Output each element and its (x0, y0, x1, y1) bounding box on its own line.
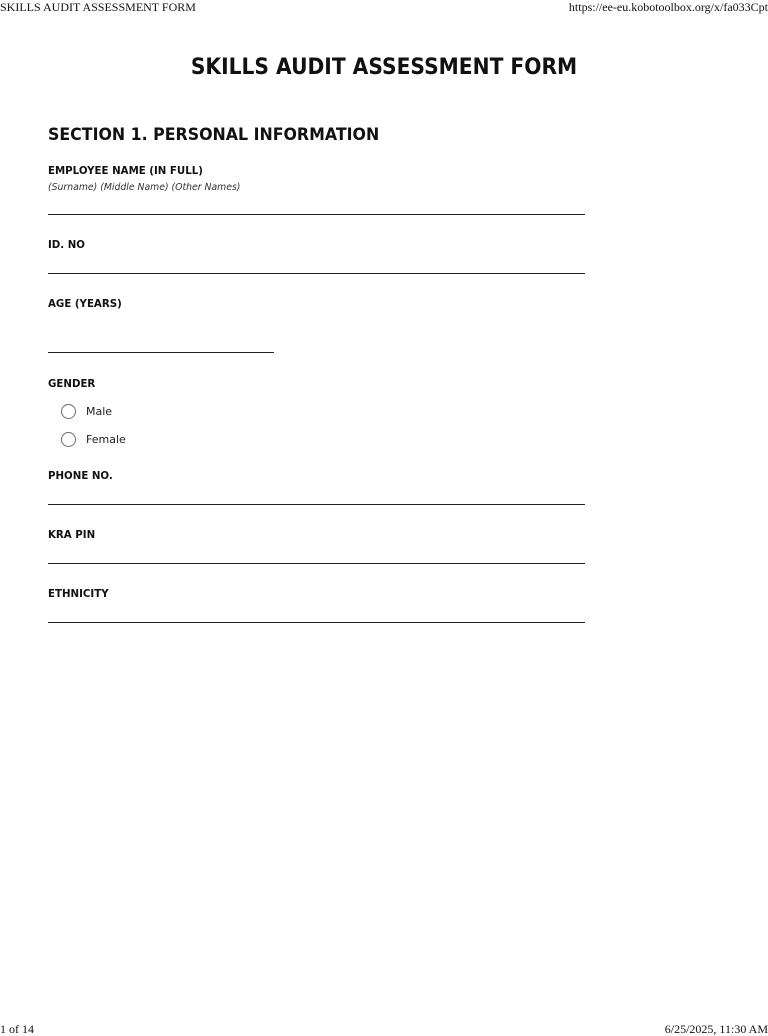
gender-option-male[interactable] (61, 401, 112, 421)
phone-label: PHONE NO. (48, 469, 113, 482)
employee-name-field[interactable] (48, 214, 585, 215)
gender-option-label: Male (86, 404, 113, 418)
print-datetime: 6/25/2025, 11:30 AM (664, 1022, 768, 1036)
print-header-title: SKILLS AUDIT ASSESSMENT FORM (0, 0, 196, 14)
print-header-url: https://ee-eu.kobotoolbox.org/x/fa033Cpt (568, 0, 768, 14)
id-no-field[interactable] (48, 273, 585, 274)
gender-option-label: Female (86, 432, 126, 446)
id-no-label: ID. NO (48, 238, 86, 251)
kra-pin-label: KRA PIN (48, 528, 96, 541)
age-field[interactable] (48, 352, 274, 353)
ethnicity-label: ETHNICITY (48, 587, 109, 600)
age-label: AGE (YEARS) (48, 297, 122, 310)
phone-field[interactable] (48, 504, 585, 505)
gender-option-female[interactable] (61, 429, 126, 449)
ethnicity-field[interactable] (48, 622, 585, 623)
section-title: SECTION 1. PERSONAL INFORMATION (48, 125, 380, 145)
gender-label: GENDER (48, 377, 96, 390)
kra-pin-field[interactable] (48, 563, 585, 564)
radio-button[interactable] (61, 404, 76, 419)
form-title: SKILLS AUDIT ASSESSMENT FORM (190, 55, 578, 80)
page-number: 1 of 14 (0, 1022, 34, 1036)
radio-button[interactable] (61, 432, 76, 447)
employee-name-label: EMPLOYEE NAME (IN FULL) (48, 164, 203, 177)
employee-name-hint: (Surname) (Middle Name) (Other Names) (48, 182, 241, 193)
